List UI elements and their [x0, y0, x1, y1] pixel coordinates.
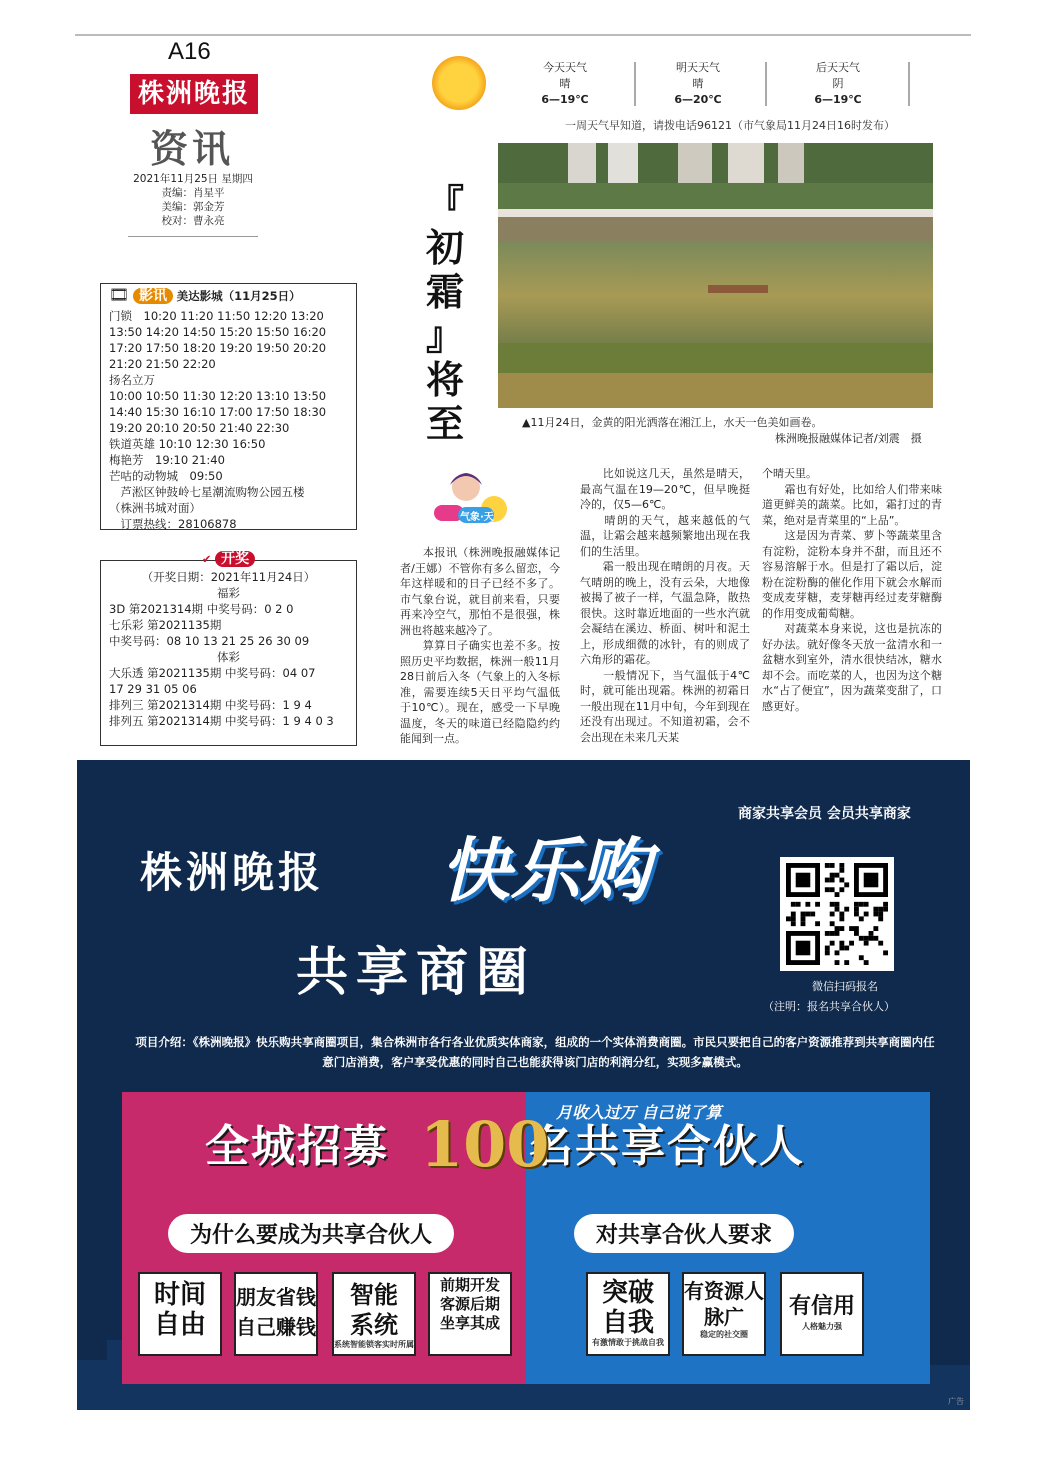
article-paragraph: 比如说这几天，虽然是晴天，最高气温在19—20℃，但早晚挺冷的，仅5—6℃。 [580, 467, 750, 511]
ad-brand: 株洲晚报 [140, 848, 325, 897]
benefit-card [234, 1272, 318, 1356]
qr-code[interactable] [780, 857, 894, 971]
article-paragraph: 霜也有好处，比如给人们带来味道更鲜美的蔬菜。比如，霜打过的青菜，绝对是青菜里的“上品”。 [762, 482, 942, 527]
article-paragraph: 个晴天里。 [762, 467, 817, 480]
cinema-line: 21:20 21:50 22:20 [109, 357, 216, 371]
section-title: 资讯 [150, 126, 235, 171]
title-char: 将 [425, 357, 464, 402]
benefit-card [332, 1272, 416, 1356]
qr-label: 微信扫码报名 [812, 980, 878, 993]
banner-subheading: 月收入过万 自己说了算 [556, 1103, 722, 1122]
weather-day-after [778, 60, 898, 108]
weather-temp: 6—20℃ [674, 93, 722, 106]
article-paragraph: 霜一般出现在晴朗的月夜。天气晴朗的晚上，没有云朵，大地像被揭了被子一样，气温急降，散热很快。这时靠近地面的一些水汽就会凝结在溪边、桥面、树叶和泥土上，形成细微的冰针，有的则成了六角形的霜花。 [580, 560, 750, 666]
ticai-line: 排列三 第2021314期 中奖号码：1 9 4 [109, 698, 312, 712]
weather-condition: 晴 [692, 77, 704, 90]
headline-part-a: 全城招募 [205, 1121, 389, 1172]
proof-credit: 校对：曹永亮 [161, 215, 225, 227]
article-paragraph: 本报讯（株洲晚报融媒体记者/王娜）不管你有多么留恋，今年这样暖和的日子已经不多了。市气象台说，就目前来看，只要再来冷空气，那怕不是很强，株洲也将越来越冷了。 [400, 546, 560, 637]
ticai-line: 17 29 31 05 06 [109, 682, 197, 696]
river-photo [498, 143, 933, 408]
title-char: 初 [425, 225, 464, 270]
why-heading: 为什么要成为共享合伙人 [168, 1214, 454, 1253]
ad-title: 快乐购 [440, 830, 650, 912]
editor-credit: 责编：肖星平 [161, 187, 225, 199]
weather-today [505, 60, 625, 108]
article-column-1 [400, 545, 560, 755]
weather-divider [908, 62, 910, 106]
top-rule [75, 34, 971, 36]
fucai-line: 七乐彩 第2021135期 [109, 618, 222, 632]
benefit-card [428, 1272, 512, 1356]
cinema-tag: 影讯 [133, 288, 173, 304]
benefit-card-title: 朋友省钱自己赚钱 [236, 1285, 316, 1339]
requirements-heading: 对共享合伙人要求 [574, 1214, 794, 1253]
cinema-line: 17:20 17:50 18:20 19:20 19:50 20:20 [109, 341, 327, 355]
benefit-card-title: 前期开发客源后期坐享其成 [439, 1276, 500, 1332]
lottery-date: （开奖日期：2021年11月24日） [141, 570, 316, 584]
ticai-line: 排列五 第2021314期 中奖号码：1 9 4 0 3 [109, 714, 334, 728]
lottery-tag: 开奖 [215, 551, 255, 567]
fucai-line: 中奖号码：08 10 13 21 25 26 30 09 [109, 634, 310, 648]
fucai-line: 3D 第2021314期 中奖号码：0 2 0 [109, 602, 294, 616]
ticai-heading: 体彩 [217, 650, 240, 664]
cinema-line: 19:20 20:10 20:50 21:40 22:30 [109, 421, 290, 435]
benefit-card-title: 智能系统 [350, 1281, 398, 1339]
title-char: 『 [425, 181, 464, 226]
title-char: 至 [425, 401, 464, 446]
cinema-line: 门锁 10:20 11:20 11:50 12:20 13:20 [109, 309, 324, 323]
weather-temp: 6—19℃ [541, 93, 589, 106]
cinema-line: （株洲书城对面） [109, 501, 201, 515]
article-column-3 [762, 466, 942, 756]
meta-divider [128, 236, 258, 237]
ad-label: 广告 [948, 1397, 964, 1406]
ticai-line: 大乐透 第2021135期 中奖号码：04 07 [109, 666, 316, 680]
cinema-line: 铁道英雄 10:10 12:30 16:50 [109, 437, 266, 451]
cinema-line: 订票热线：28106878 [109, 517, 237, 531]
weather-note: 一周天气早知道，请拨电话96121（市气象局11月24日16时发布） [565, 119, 895, 132]
cinema-line: 扬名立万 [109, 373, 155, 387]
weather-chat-logo [428, 467, 514, 527]
article-column-2 [580, 466, 750, 756]
headline-number: 100 [420, 1108, 550, 1181]
title-char: 』 [425, 313, 464, 358]
ad-slogan: 商家共享会员 会员共享商家 [738, 806, 911, 822]
requirement-card-title: 有资源人脉广 [684, 1279, 764, 1329]
page-number: A16 [168, 38, 211, 65]
chat-label: 气象·天 [460, 512, 494, 523]
cinema-line: 10:00 10:50 11:30 12:20 13:10 13:50 [109, 389, 327, 403]
weather-condition: 阴 [832, 77, 844, 90]
check-icon: ✔ [201, 552, 212, 566]
weather-condition: 晴 [559, 77, 571, 90]
cinema-name: 美达影城（11月25日） [176, 289, 301, 303]
benefit-card [138, 1272, 222, 1356]
requirement-card [586, 1272, 670, 1356]
weather-temp: 6—19℃ [814, 93, 862, 106]
requirement-card-note: 有激情敢于挑战自我 [592, 1338, 664, 1347]
photo-credit: 株洲晚报融媒体记者/刘震 摄 [775, 432, 922, 445]
article-paragraph: 算算日子确实也差不多。按照历史平均数据，株洲一般11月28日前后入冬（气象上的入冬标准，需要连续5天日平均气温低于10℃）。现在，感受一下早晚温度，冬天的味道已经隐隐约约能闻到一点。 [400, 639, 560, 745]
article-paragraph: 一般情况下，当气温低于4℃时，就可能出现霜。株洲的初霜日一般出现在11月中旬，今年到现在还没有出现过。不知道初霜，会不会出现在未来几天某 [580, 668, 750, 744]
designer-credit: 美编：郭金芳 [161, 201, 225, 213]
edition-date: 2021年11月25日 星期四 [133, 173, 253, 185]
masthead-logo: 株洲晚报 [130, 74, 258, 114]
weather-tomorrow [638, 60, 758, 108]
article-title [420, 182, 470, 446]
article-paragraph: 这是因为青菜、萝卜等蔬菜里含有淀粉，淀粉本身并不甜，而且还不容易溶解于水。但是打了霜以后，淀粉在淀粉酶的催化作用下就会水解而变成麦芽糖，麦芽糖再经过麦芽糖酶的作用变成葡萄糖。 [762, 529, 942, 620]
cinema-listings [100, 283, 357, 530]
cinema-schedule [109, 308, 348, 532]
requirement-card [682, 1272, 766, 1356]
cinema-line: 14:40 15:30 16:10 17:00 17:50 18:30 [109, 405, 327, 419]
requirement-card [780, 1272, 864, 1356]
weather-day-label: 今天天气 [543, 61, 587, 74]
film-reel-icon: 🎞 [109, 285, 130, 304]
weather-forecast [430, 54, 920, 124]
ad-intro: 项目介绍：《株洲晚报》快乐购共享商圈项目，集合株洲市各行各业优质实体商家，组成的一个实体消费商圈。市民只要把自己的客户资源推荐到共享商圈内任意门店消费，客户享受优惠的同时自己也能获得该门店的利润分红，实现多赢模式。 [135, 1035, 935, 1069]
fucai-heading: 福彩 [217, 586, 240, 600]
edition-meta [128, 172, 258, 228]
requirement-card-note: 稳定的社交圈 [700, 1330, 748, 1339]
weather-divider [634, 62, 636, 106]
cinema-line: 梅艳芳 19:10 21:40 [109, 453, 225, 467]
weather-day-label: 后天天气 [816, 61, 860, 74]
weather-day-label: 明天天气 [676, 61, 720, 74]
cinema-line: 13:50 14:20 14:50 15:20 15:50 16:20 [109, 325, 327, 339]
benefit-card-title: 时间自由 [153, 1280, 206, 1340]
cinema-line: 芒咕的动物城 09:50 [109, 469, 223, 483]
article-paragraph: 对蔬菜本身来说，这也是抗冻的好办法。就好像冬天放一盆清水和一盆糖水到室外，清水很快结冰，糖水却不会。而吃菜的人，也因为这个糖水“占了便宜”，因为蔬菜变甜了，口感更好。 [762, 622, 942, 713]
headline-part-b: 名共享合伙人 [529, 1121, 805, 1172]
requirement-card-title: 突破自我 [601, 1278, 654, 1338]
benefit-card-note: 系统智能锁客实时所属 [334, 1340, 414, 1349]
requirement-card-title: 有信用 [788, 1294, 855, 1319]
lottery-results [100, 551, 357, 746]
article-paragraph: 晴朗的天气，越来越低的气温，让霜会越来越频繁地出现在我们的生活里。 [580, 513, 750, 558]
photo-caption: ▲11月24日，金黄的阳光洒落在湘江上，水天一色美如画卷。 [522, 416, 823, 429]
cinema-line: 芦淞区钟鼓岭七星潮流购物公园五楼 [109, 485, 305, 499]
qr-note: （注明：报名共享合伙人） [763, 1000, 895, 1013]
title-char: 霜 [425, 269, 464, 314]
weather-divider [765, 62, 767, 106]
requirement-card-note: 人格魅力强 [802, 1322, 842, 1331]
ad-subtitle: 共享商圈 [296, 943, 537, 1003]
